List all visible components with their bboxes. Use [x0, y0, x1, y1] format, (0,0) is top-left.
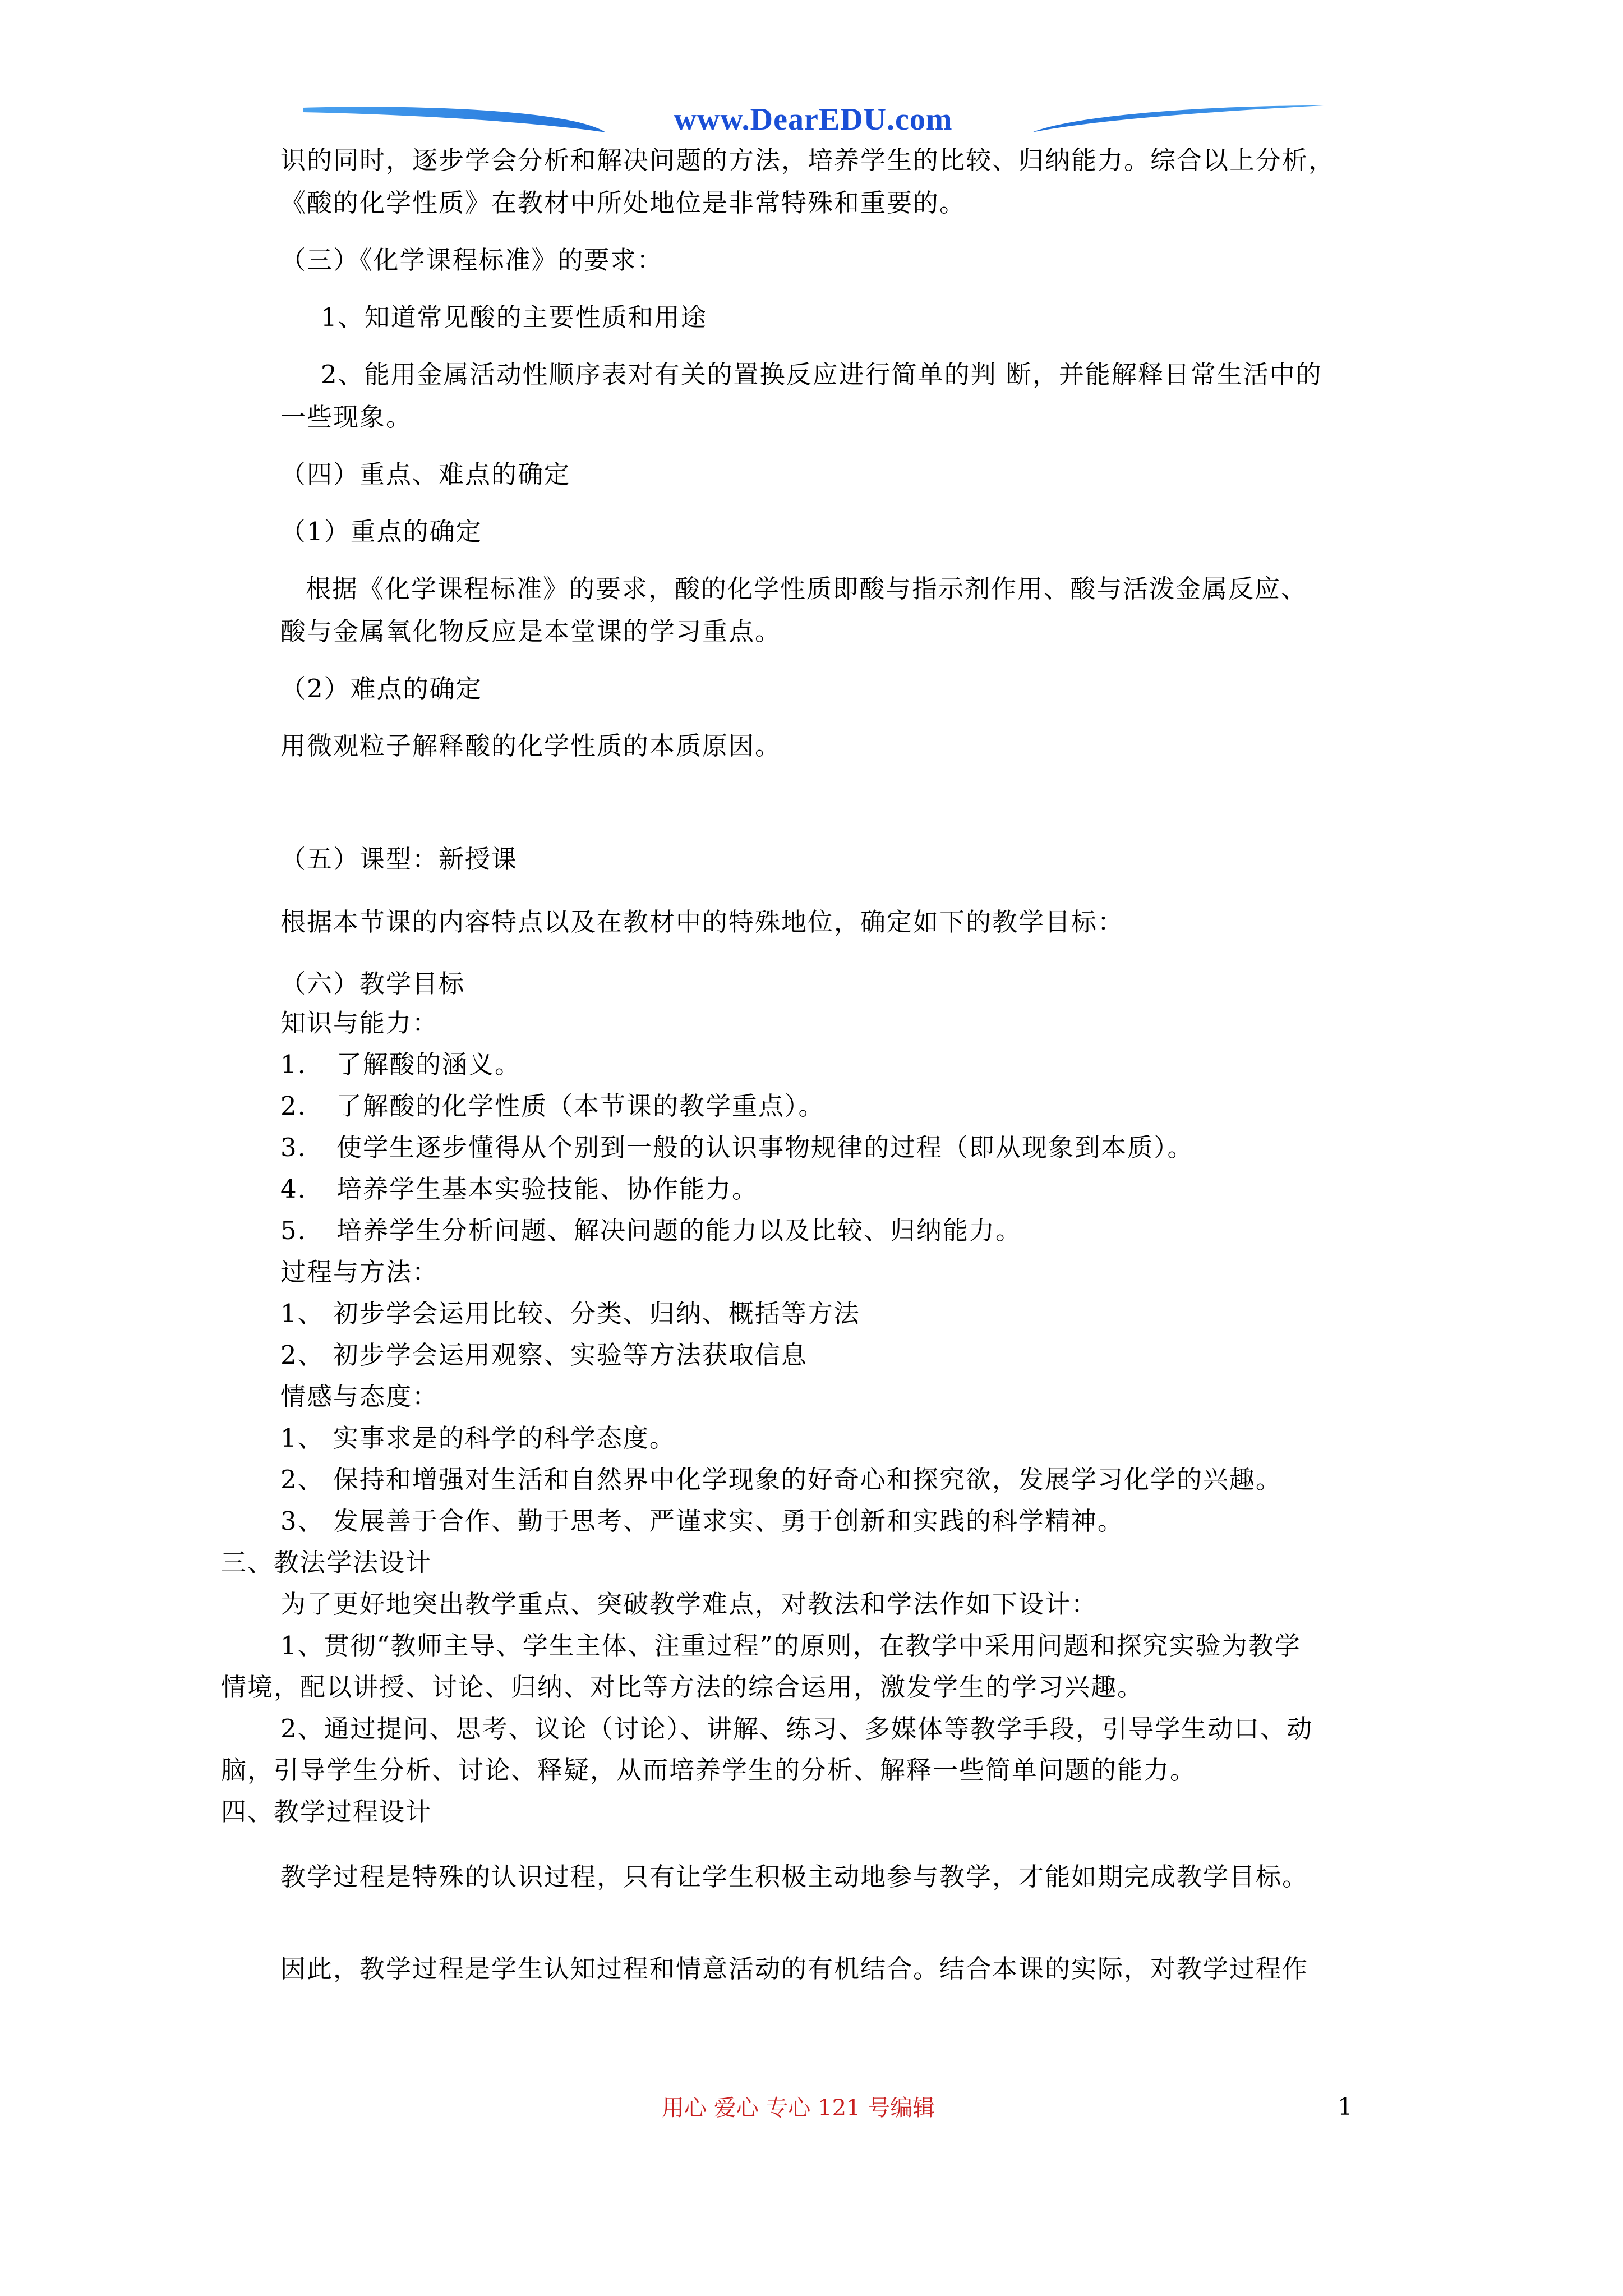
text-line: 教学过程是特殊的认识过程，只有让学生积极主动地参与教学，才能如期完成教学目标。 — [280, 1862, 1309, 1892]
text-line: 为了更好地突出教学重点、突破教学难点，对教法和学法作如下设计： — [280, 1589, 1098, 1619]
text-line: 一些现象。 — [280, 402, 413, 432]
text-line: 1、知道常见酸的主要性质和用途 — [321, 302, 707, 332]
subsection-heading: （2）难点的确定 — [280, 674, 482, 703]
list-item: 培养学生基本实验技能、协作能力。 — [336, 1174, 759, 1204]
section-heading: （三）《化学课程标准》的要求： — [280, 245, 663, 275]
list-number: 1. — [280, 1050, 307, 1079]
chapter-heading: 三、教法学法设计 — [221, 1548, 432, 1577]
list-number: 5. — [280, 1216, 307, 1245]
subsection-heading: （1）重点的确定 — [280, 517, 482, 546]
list-number: 4. — [280, 1174, 307, 1204]
page-number: 1 — [1338, 2093, 1353, 2120]
section-heading: （四）重点、难点的确定 — [280, 459, 571, 489]
text-line: 2、能用金属活动性顺序表对有关的置换反应进行简单的判 断，并能解释日常生活中的 — [321, 360, 1322, 389]
list-item: 3、 发展善于合作、勤于思考、严谨求实、勇于创新和实践的科学精神。 — [280, 1506, 1124, 1536]
text-line: 因此，教学过程是学生认知过程和情意活动的有机结合。结合本课的实际，对教学过程作 — [280, 1954, 1309, 1984]
list-number: 3. — [280, 1133, 307, 1162]
chapter-heading: 四、教学过程设计 — [221, 1797, 432, 1826]
list-item: 使学生逐步懂得从个别到一般的认识事物规律的过程（即从现象到本质）。 — [336, 1133, 1194, 1162]
site-url: www.DearEDU.com — [674, 102, 953, 137]
footer-text: 用心 爱心 专心 121 号编辑 — [662, 2095, 935, 2121]
list-item: 了解酸的化学性质（本节课的教学重点）。 — [336, 1091, 825, 1121]
list-number: 2. — [280, 1091, 307, 1121]
text-line: 根据本节课的内容特点以及在教材中的特殊地位，确定如下的教学目标： — [280, 907, 1124, 937]
section-heading: （六）教学目标 — [280, 969, 465, 999]
text-line: 根据《化学课程标准》的要求，酸的化学性质即酸与指示剂作用、酸与活泼金属反应、 — [306, 574, 1308, 604]
list-item: 1、 实事求是的科学的科学态度。 — [280, 1423, 676, 1453]
text-line: 1、贯彻“教师主导、学生主体、注重过程”的原则，在教学中采用问题和探究实验为教学 — [280, 1631, 1301, 1660]
list-item: 1、 初步学会运用比较、分类、归纳、概括等方法 — [280, 1299, 860, 1328]
text-line: 情境，配以讲授、讨论、归纳、对比等方法的综合运用，激发学生的学习兴趣。 — [221, 1672, 1144, 1702]
text-line: 2、通过提问、思考、议论（讨论）、讲解、练习、多媒体等教学手段，引导学生动口、动 — [280, 1714, 1313, 1743]
text-line: 识的同时，逐步学会分析和解决问题的方法，培养学生的比较、归纳能力。综合以上分析， — [280, 145, 1335, 175]
text-line: 脑，引导学生分析、讨论、释疑，从而培养学生的分析、解释一些简单问题的能力。 — [221, 1755, 1197, 1785]
list-item: 培养学生分析问题、解决问题的能力以及比较、归纳能力。 — [336, 1216, 1022, 1245]
section-heading: （五）课型：新授课 — [280, 844, 518, 874]
list-item: 了解酸的涵义。 — [336, 1050, 522, 1079]
text-line: 酸与金属氧化物反应是本堂课的学习重点。 — [280, 616, 782, 646]
category-label: 知识与能力： — [280, 1008, 439, 1038]
category-label: 过程与方法： — [280, 1257, 439, 1287]
text-line: 《酸的化学性质》在教材中所处地位是非常特殊和重要的。 — [280, 188, 966, 218]
text-line: 用微观粒子解释酸的化学性质的本质原因。 — [280, 731, 782, 761]
list-item: 2、 保持和增强对生活和自然界中化学现象的好奇心和探究欲，发展学习化学的兴趣。 — [280, 1465, 1282, 1494]
list-item: 2、 初步学会运用观察、实验等方法获取信息 — [280, 1340, 808, 1370]
category-label: 情感与态度： — [280, 1382, 439, 1411]
